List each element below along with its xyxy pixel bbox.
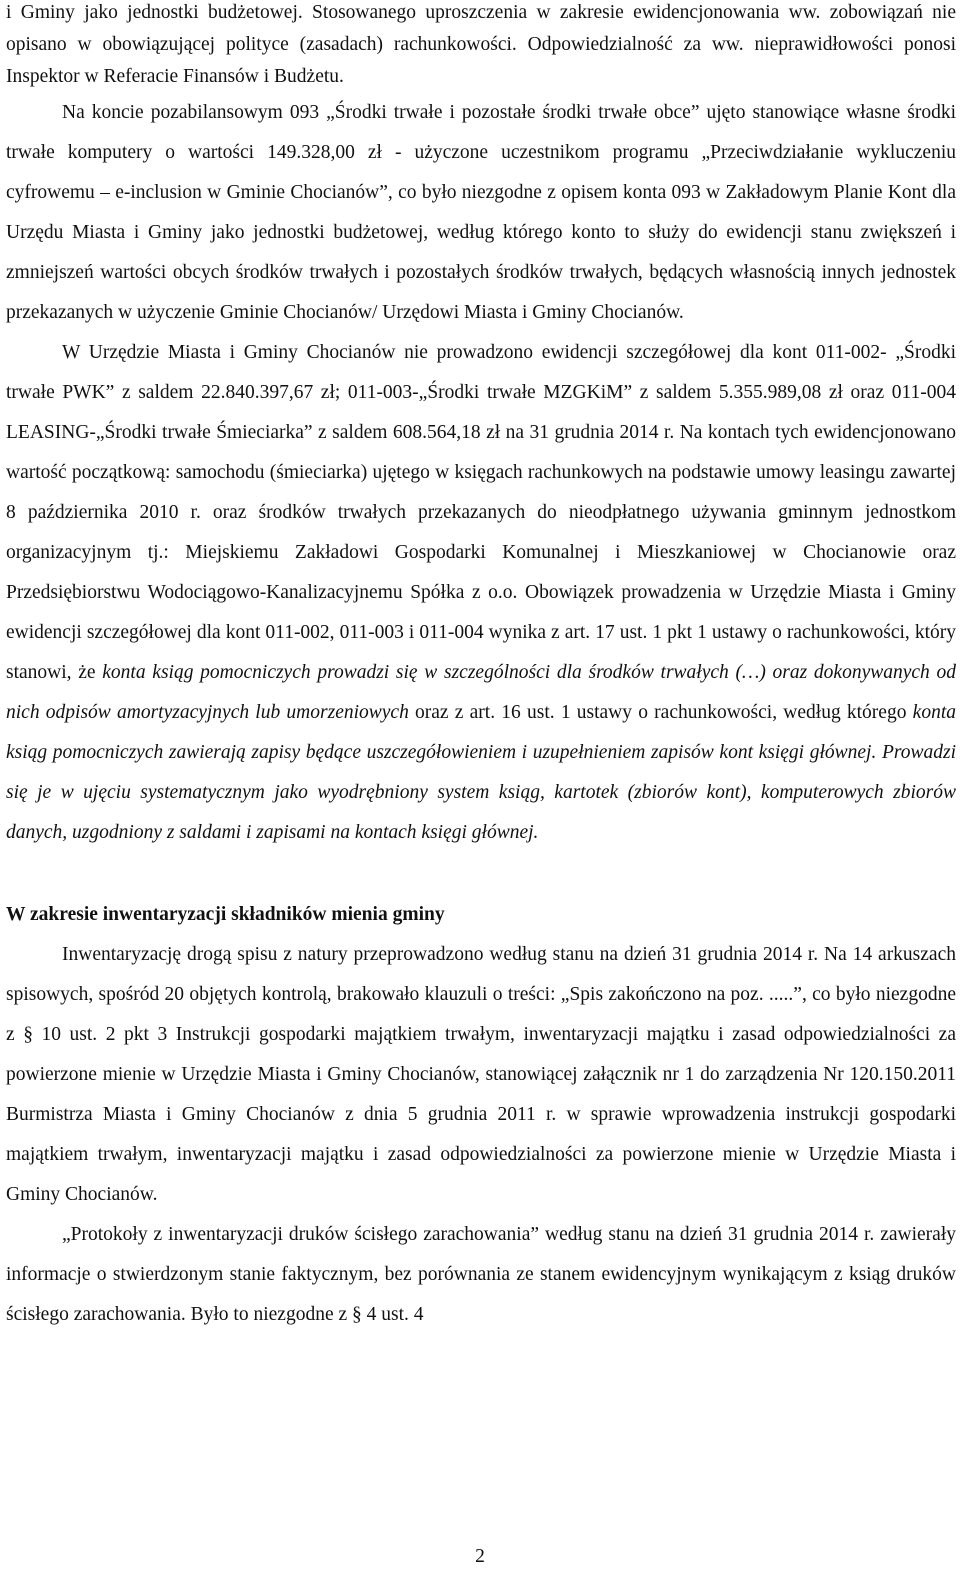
paragraph-continuation: i Gminy jako jednostki budżetowej. Stosowanego uproszczenia w zakresie ewidencjonowania ww. zobowiązań nie opisano w obowiązującej polityce (zasadach) rachunkowości. Odpowiedzialność za ww. nieprawidłowości ponosi Inspektor w Referacie Finansów i Budżetu. (6, 2, 956, 87)
page-number: 2 (475, 1546, 485, 1567)
paragraph-detailed-records (6, 333, 956, 853)
paragraph-inventory: Inwentaryzację drogą spisu z natury przeprowadzono według stanu na dzień 31 grudnia 2014 r. Na 14 arkuszach spisowych, spośród 20 objętych kontrolą, brakowało klauzuli o treści: „Spis zakończono na poz. .....”, co było niezgodne z § 10 ust. 2 pkt 3 Instrukcji gospodarki majątkiem trwałym, inwentaryzacji majątku i zasad odpowiedzialności za powierzone mienie w Urzędzie Miasta i Gminy Chocianów, stanowiącej załącznik nr 1 do zarządzenia Nr 120.150.2011 Burmistrza Miasta i Gminy Chocianów z dnia 5 grudnia 2011 r. w sprawie wprowadzenia instrukcji gospodarki majątkiem trwałym, inwentaryzacji majątku i zasad odpowiedzialności za powierzone mienie w Urzędzie Miasta i Gminy Chocianów. (6, 944, 956, 1205)
legal-quote-segment: konta ksiąg pomocniczych zawierają zapisy będące uszczegółowieniem i uzupełnieniem zapisów kont księgi głównej. Prowadzi się je w ujęciu systematycznym jako wyodrębniony system ksiąg, kartotek (zbiorów kont), komputerowych zbiorów danych, uzgodniony z saldami i zapisami na kontach księgi głównej. (6, 702, 956, 843)
paragraph-protocols: „Protokoły z inwentaryzacji druków ścisłego zarachowania” według stanu na dzień 31 grudnia 2014 r. zawierały informacje o stwierdzonym stanie faktycznym, bez porównania ze stanem ewidencyjnym wynikającym z ksiąg druków ścisłego zarachowania. Było to niezgodne z § 4 ust. 4 (6, 1224, 956, 1325)
document-body (6, 0, 956, 1335)
paragraph-text-segment: W Urzędzie Miasta i Gminy Chocianów nie prowadzono ewidencji szczegółowej dla kont 011-002- „Środki trwałe PWK” z saldem 22.840.397,67 zł; 011-003-„Środki trwałe MZGKiM” z saldem 5.355.989,08 zł oraz 011-004 LEASING-„Środki trwałe Śmieciarka” z saldem 608.564,18 zł na 31 grudnia 2014 r. Na kontach tych ewidencjonowano wartość początkową: samochodu (śmieciarka) ujętego w księgach rachunkowych na podstawie umowy leasingu zawartej 8 października 2010 r. oraz środków trwałych przekazanych do nieodpłatnego używania gminnym jednostkom organizacyjnym tj.: Miejskiemu Zakładowi Gospodarki Komunalnej i Mieszkaniowej w Chocianowie oraz Przedsiębiorstwu Wodociągowo-Kanalizacyjnemu Spółka z o.o. Obowiązek prowadzenia w Urzędzie Miasta i Gminy ewidencji szczegółowej dla kont 011-002, 011-003 i 011-004 wynika z art. 17 ust. 1 pkt 1 ustawy o rachunkowości, który stanowi, że (6, 342, 956, 683)
paragraph-off-balance-account: Na koncie pozabilansowym 093 „Środki trwałe i pozostałe środki trwałe obce” ujęto stanowiące własne środki trwałe komputery o wartości 149.328,00 zł - użyczone uczestnikom programu „Przeciwdziałanie wykluczeniu cyfrowemu – e-inclusion w Gminie Chocianów”, co było niezgodne z opisem konta 093 w Zakładowym Planie Kont dla Urzędu Miasta i Gminy jako jednostki budżetowej, według którego konto to służy do ewidencji stanu zwiększeń i zmniejszeń wartości obcych środków trwałych i pozostałych środków trwałych, będących własnością innych jednostek przekazanych w użyczenie Gminie Chocianów/ Urzędowi Miasta i Gminy Chocianów. (6, 102, 956, 323)
legal-quote-segment: konta ksiąg pomocniczych prowadzi się w szczególności dla środków trwałych (…) oraz dokonywanych od nich odpisów amortyzacyjnych lub umorzeniowych (6, 662, 956, 723)
paragraph-text-segment: oraz z art. 16 ust. 1 ustawy o rachunkowości, według którego (408, 702, 913, 723)
section-heading: W zakresie inwentaryzacji składników mienia gminy (6, 904, 445, 925)
